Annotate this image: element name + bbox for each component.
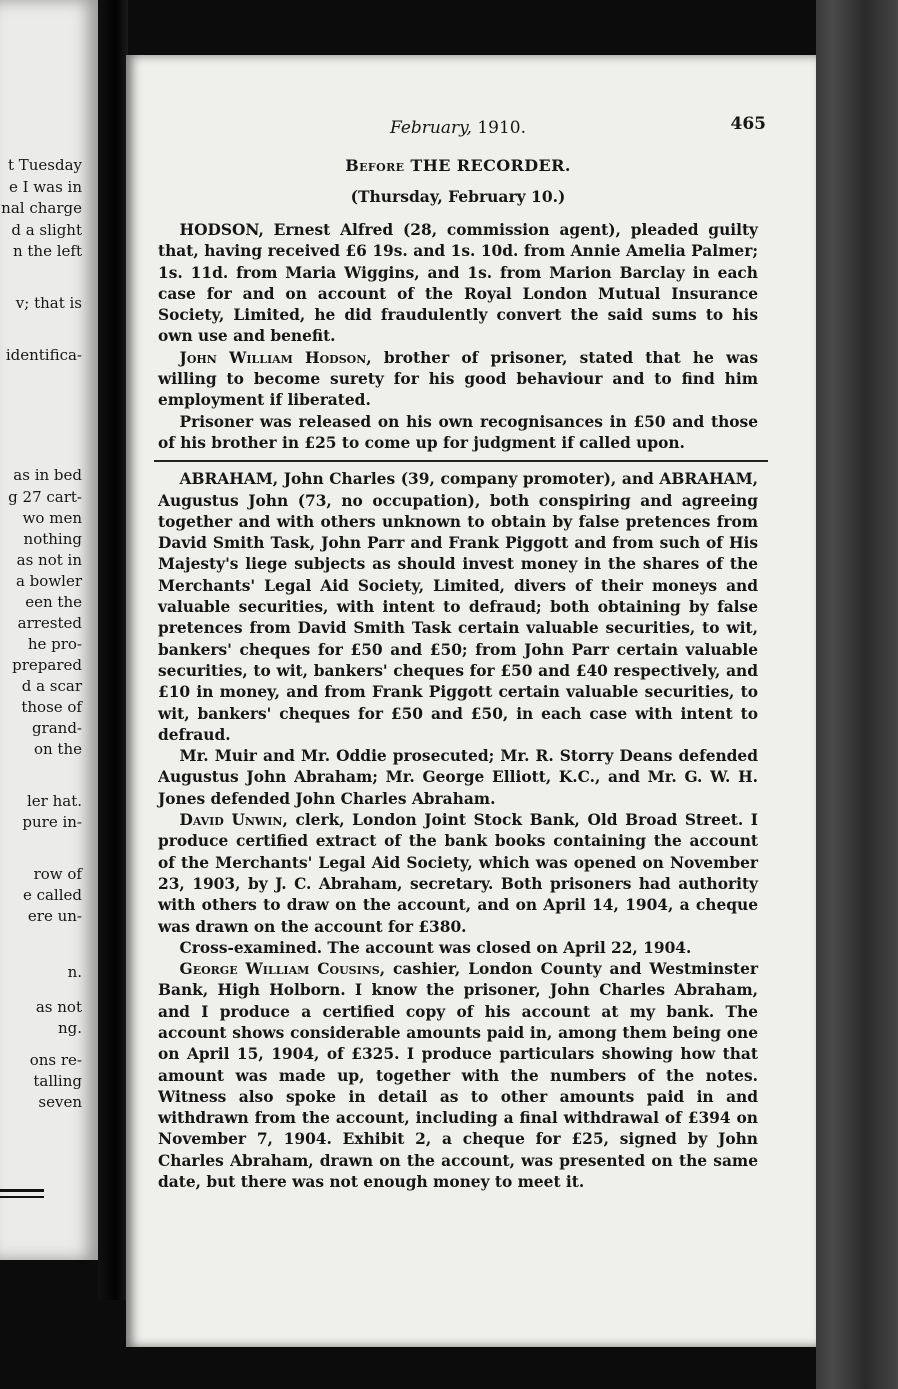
facing-page-line: those of xyxy=(21,698,82,716)
case-abraham-indictment: ABRAHAM, John Charles (39, company promoter), and ABRAHAM, Augustus John (73, no occupation), both conspiring and agreeing together and with others unknown to obtain by false pretences from David Smith Task, John Parr and Frank Piggott and from such of His Majesty's liege subjects as should invest money in the shares of the Merchants' Legal Aid Society, Limited, divers of their moneys and valuable securities, with intent to defraud; both obtaining by false pretences from David Smith Task certain valuable securities, to wit, bankers' cheques for £50 and £50; from John Parr certain valuable securities, to wit, bankers' cheques for £50 and £40 respectively, and £10 in money, and from Frank Piggott certain valuable securities, to wit, bankers' cheques for £50 and £50, in each case with intent to defraud. xyxy=(158,470,758,744)
facing-page-line: identifica- xyxy=(5,346,82,364)
page-number: 465 xyxy=(730,114,766,134)
facing-page-line: as in bed xyxy=(13,466,82,484)
testimony-cousins: George William Cousins, cashier, London County and Westminster Bank, High Holborn. I know the prisoner, John Charles Abraham, and I produce a certified copy of his account at my bank. The account shows considerable amounts paid in, among them being one on April 15, 1904, of £325. I produce particulars showing how that amount was made up, together with the numbers of the notes. Witness also spoke in detail as to other amounts paid in and withdrawn from the account, including a final withdrawal of £394 on November 7, 1904. Exhibit 2, a cheque for £25, signed by John Charles Abraham, drawn on the account, was presented on the same date, but there was not enough money to meet it. xyxy=(158,960,758,1192)
facing-page-line: t Tuesday xyxy=(7,156,82,174)
facing-page-line: ons re- xyxy=(29,1051,82,1069)
page-edge xyxy=(816,0,898,1389)
facing-page-line: prepared xyxy=(12,656,82,674)
facing-page-line: he pro- xyxy=(27,635,82,653)
case-hodson-surety: John William Hodson, brother of prisoner, stated that he was willing to become surety for his good behaviour and to find him employment if liberated. xyxy=(158,348,758,410)
facing-page-line: v; that is xyxy=(15,294,82,312)
facing-page-line: arrested xyxy=(17,614,82,632)
court-heading: Before THE RECORDER. xyxy=(345,156,571,175)
case-hodson-sentence: Prisoner was released on his own recognisances in £50 and those of his brother in £25 to come up for judgment if called upon. xyxy=(158,412,758,452)
facing-page-line: pure in- xyxy=(22,813,82,831)
facing-page-line: ere un- xyxy=(27,907,82,925)
facing-page-line: a bowler xyxy=(15,572,82,590)
case-hodson-indictment: HODSON, Ernest Alfred (28, commission agent), pleaded guilty that, having received £6 19s. and 1s. 10d. from Annie Amelia Palmer; 1s. 11d. from Maria Wiggins, and 1s. from Marion Barclay in each case for and on account of the Royal London Mutual Insurance Society, Limited, he did fraudulently convert the said sums to his own use and benefit. xyxy=(158,221,758,346)
facing-page-line: ng. xyxy=(57,1019,82,1037)
running-head-date: February, 1910. xyxy=(390,118,526,138)
case-separator-rule xyxy=(154,460,768,462)
facing-page-rule xyxy=(0,1189,44,1192)
facing-page-line: ler hat. xyxy=(26,792,82,810)
facing-page-line: n the left xyxy=(12,242,82,260)
facing-page-line: een the xyxy=(25,593,82,611)
facing-page-rule-2 xyxy=(0,1196,44,1198)
facing-page-line: talling xyxy=(33,1072,82,1090)
facing-page-line: e I was in xyxy=(8,178,82,196)
facing-page-line: g 27 cart- xyxy=(8,488,82,506)
facing-page xyxy=(0,0,98,1260)
facing-page-line: d a slight xyxy=(11,221,82,239)
running-head xyxy=(158,114,766,142)
page xyxy=(126,55,816,1347)
facing-page-line: on the xyxy=(33,740,82,758)
facing-page-line: as not in xyxy=(16,551,82,569)
case-abraham-counsel: Mr. Muir and Mr. Oddie prosecuted; Mr. R. Storry Deans defended Augustus John Abraham; Mr. George Elliott, K.C., and Mr. G. W. H. Jones defended John Charles Abraham. xyxy=(158,747,758,808)
testimony-unwin: David Unwin, clerk, London Joint Stock Bank, Old Broad Street. I produce certified extract of the bank books containing the account of the Merchants' Legal Aid Society, which was opened on November 23, 1903, by J. C. Abraham, secretary. Both prisoners had authority with others to draw on the account, and on April 14, 1904, a cheque was drawn on the account for £380. xyxy=(158,811,759,936)
facing-page-line: e called xyxy=(22,886,82,904)
facing-page-line: nothing xyxy=(23,530,82,548)
page-body xyxy=(158,114,766,1193)
facing-page-line: d a scar xyxy=(21,677,82,695)
facing-page-line: as not xyxy=(35,998,82,1016)
facing-page-line: n. xyxy=(67,963,82,981)
facing-page-line: seven xyxy=(38,1093,82,1111)
cross-examination: Cross-examined. The account was closed on April 22, 1904. xyxy=(179,938,692,957)
facing-page-line: row of xyxy=(33,865,82,883)
facing-page-line: nal charge xyxy=(1,199,82,217)
sitting-date: (Thursday, February 10.) xyxy=(350,187,566,206)
facing-page-line: grand- xyxy=(31,719,82,737)
book-gutter xyxy=(98,0,128,1300)
facing-page-line: wo men xyxy=(22,509,82,527)
